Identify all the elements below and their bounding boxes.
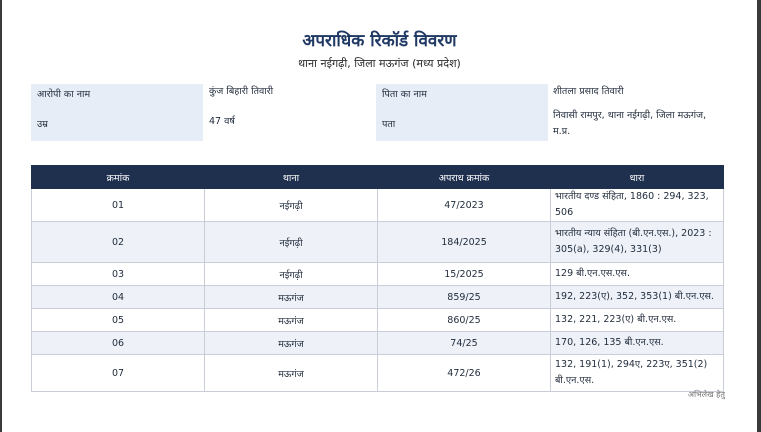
station-cell: मऊगंज: [205, 286, 378, 309]
serial-cell: 05: [32, 309, 205, 332]
serial-cell: 02: [32, 222, 205, 263]
sections-line: भारतीय न्याय संहिता (बी.एन.एस.), 2023 :: [555, 228, 712, 239]
station-cell: नईगढ़ी: [205, 263, 378, 286]
crime-number-cell: 15/2025: [378, 263, 551, 286]
crime-number-cell: 859/25: [378, 286, 551, 309]
age-label: उम्र: [37, 119, 48, 130]
sections-line: 170, 126, 135 बी.एन.एस.: [555, 337, 664, 348]
accused-name-label: आरोपी का नाम: [37, 89, 91, 100]
sections-line: 132, 221, 223(ए) बी.एन.एस.: [555, 314, 677, 325]
sections-line: 192, 223(ए), 352, 353(1) बी.एन.एस.: [555, 291, 714, 302]
crime-number-cell: 472/26: [378, 355, 551, 392]
father-info-block: [376, 84, 736, 141]
serial-cell: 06: [32, 332, 205, 355]
accused-info-block: [31, 84, 376, 141]
serial-cell: 01: [32, 189, 205, 222]
sections-line: 305(a), 329(4), 331(3): [555, 244, 662, 255]
header-serial: क्रमांक: [32, 166, 205, 189]
document-page: [2, 0, 757, 432]
sections-line: भारतीय दण्ड संहिता, 1860 : 294, 323, 506: [555, 191, 709, 218]
crime-number-cell: 74/25: [378, 332, 551, 355]
accused-name-value: कुंज बिहारी तिवारी: [209, 86, 274, 97]
serial-cell: 04: [32, 286, 205, 309]
sections-line: 129 बी.एन.एस.एस.: [555, 268, 630, 279]
station-cell: नईगढ़ी: [205, 189, 378, 222]
document-subtitle: थाना नईगढ़ी, जिला मऊगंज (मध्य प्रदेश): [298, 57, 461, 70]
crime-number-cell: 47/2023: [378, 189, 551, 222]
window-right-border: [757, 0, 761, 432]
sections-line: 132, 191(1), 294ए, 223ए, 351(2): [555, 359, 708, 370]
table-row: [32, 309, 724, 332]
sections-cell: [551, 286, 724, 309]
sections-cell: [551, 355, 724, 392]
document-title: अपराधिक रिकॉर्ड विवरण: [302, 31, 457, 51]
crime-number-cell: 184/2025: [378, 222, 551, 263]
table-row: [32, 332, 724, 355]
table-row: [32, 263, 724, 286]
station-cell: मऊगंज: [205, 332, 378, 355]
address-value-line2: म.प्र.: [553, 126, 571, 137]
address-label: पता: [382, 119, 396, 130]
sections-cell: [551, 222, 724, 263]
station-cell: नईगढ़ी: [205, 222, 378, 263]
table-row: [32, 286, 724, 309]
station-cell: मऊगंज: [205, 355, 378, 392]
footer-note: अभिलेख हेतु: [687, 390, 725, 399]
table-row: [32, 222, 724, 263]
sections-line: बी.एन.एस.: [555, 375, 595, 386]
father-name-label: पिता का नाम: [382, 89, 427, 100]
table-row: [32, 189, 724, 222]
serial-cell: 03: [32, 263, 205, 286]
table-header-row: [32, 166, 724, 189]
serial-cell: 07: [32, 355, 205, 392]
address-value-line1: निवासी रामपुर, थाना नईगढ़ी, जिला मऊगंज,: [553, 110, 707, 121]
table-row: [32, 355, 724, 392]
station-cell: मऊगंज: [205, 309, 378, 332]
criminal-records-table: [31, 165, 724, 392]
father-name-value: शीतला प्रसाद तिवारी: [553, 86, 624, 97]
sections-cell: [551, 263, 724, 286]
sections-cell: [551, 332, 724, 355]
header-crime-number: अपराध क्रमांक: [378, 166, 551, 189]
header-sections: धारा: [551, 166, 724, 189]
sections-cell: [551, 189, 724, 222]
crime-number-cell: 860/25: [378, 309, 551, 332]
age-value: 47 वर्ष: [209, 116, 235, 127]
sections-cell: [551, 309, 724, 332]
header-station: थाना: [205, 166, 378, 189]
